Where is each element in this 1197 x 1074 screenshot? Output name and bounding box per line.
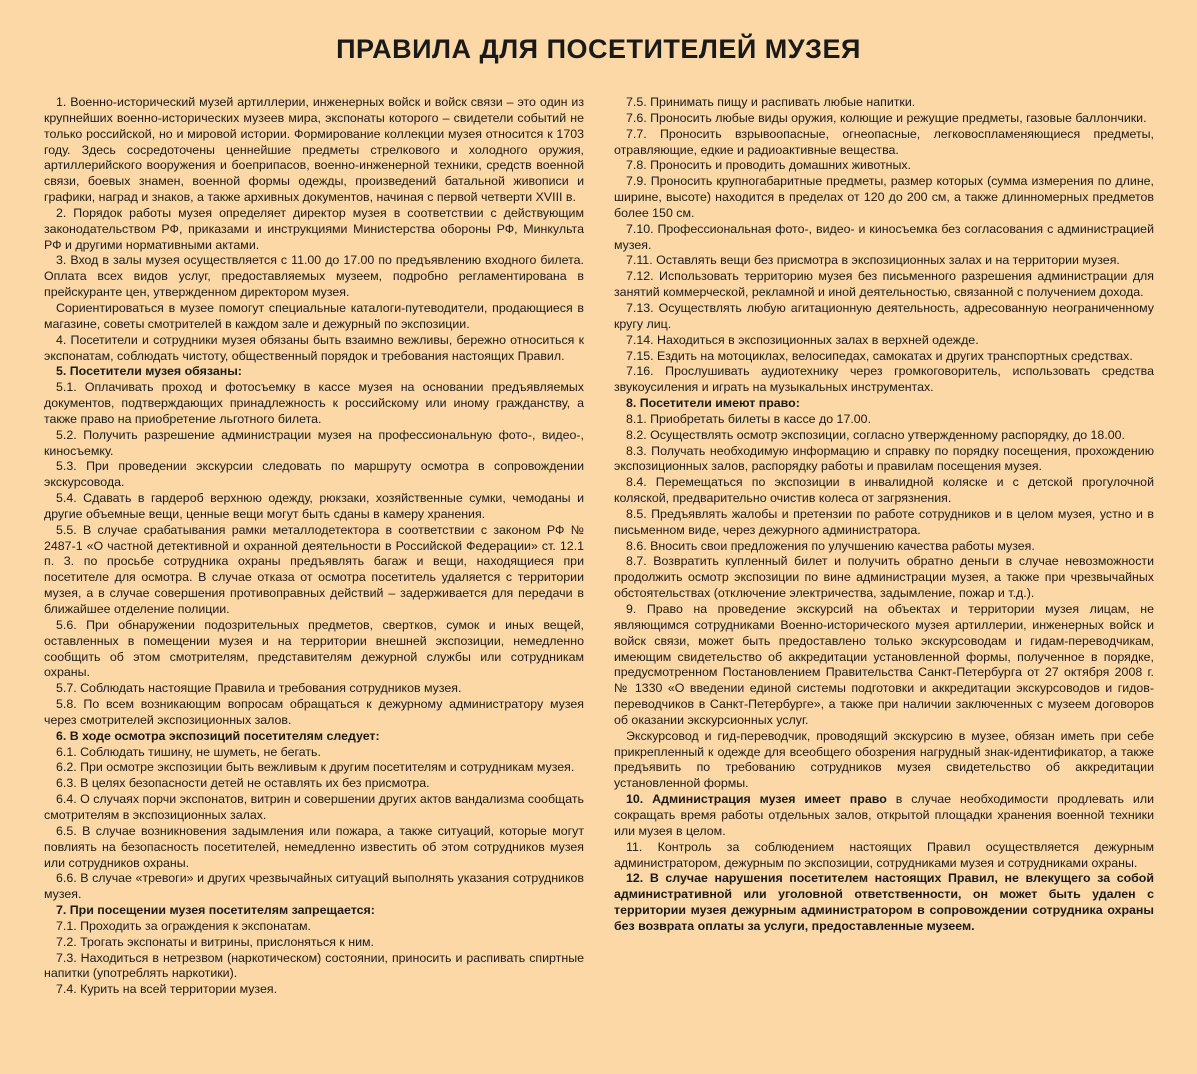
rule-paragraph [44, 523, 584, 618]
rule-text: 8.6. Вносить свои предложения по улучшению качества работы музея. [626, 538, 1035, 553]
left-column [44, 95, 584, 998]
rule-lead: 10. Администрация музея имеет право [626, 792, 887, 807]
rule-text: 8.1. Приобретать билеты в кассе до 17.00. [626, 411, 872, 426]
rule-text: 6.2. При осмотре экспозиции быть вежливым к другим посетителям и сотрудникам музея. [56, 760, 575, 775]
rule-paragraph [44, 206, 584, 254]
rule-text: 4. Посетители и сотрудники музея обязаны быть взаимно вежливы, бережно относиться к экспонатам, соблюдать чистоту, общественный порядок и требования настоящих Правил. [44, 332, 584, 363]
rule-paragraph [44, 871, 584, 903]
rule-paragraph [44, 745, 584, 761]
rule-paragraph [614, 428, 1154, 444]
rule-paragraph [44, 681, 584, 697]
rule-paragraph [614, 554, 1154, 602]
rule-paragraph [44, 95, 584, 206]
rule-paragraph [44, 618, 584, 681]
rule-text: 7.7. Проносить взрывоопасные, огнеопасные, легковоспламеняющиеся предметы, отравляющие, едкие и радиоактивные вещества. [614, 126, 1154, 157]
rule-text: 11. Контроль за соблюдением настоящих Правил осуществляется дежурным администратором, дежурным по экспозиции, сотрудниками музея и сотрудниками охраны. [614, 839, 1154, 870]
rule-text: 7. При посещении музея посетителям запрещается: [56, 903, 375, 918]
rule-paragraph [614, 840, 1154, 872]
rule-text: 8.4. Перемещаться по экспозиции в инвалидной коляске и с детской прогулочной коляской, предварительно очистив колеса от загрязнения. [614, 475, 1154, 506]
section-heading [614, 396, 1154, 412]
rule-text: 6.1. Соблюдать тишину, не шуметь, не бегать. [56, 744, 321, 759]
rule-paragraph [44, 428, 584, 460]
rule-paragraph [44, 697, 584, 729]
rule-paragraph [44, 935, 584, 951]
rule-paragraph [614, 127, 1154, 159]
rule-text: 5.3. При проведении экскурсии следовать по маршруту осмотра в сопровождении экскурсовода. [44, 459, 584, 490]
rule-text: 3. Вход в залы музея осуществляется с 11.00 до 17.00 по предъявлению входного билета. Оплата всех видов услуг, предоставляемых музеем, подробно регламентирована в прейскуранте цен, утвержденном директором музея. [44, 253, 584, 300]
rule-paragraph [614, 333, 1154, 349]
rule-text: 5.7. Соблюдать настоящие Правила и требования сотрудников музея. [56, 681, 462, 696]
rule-text: 7.14. Находиться в экспозиционных залах в верхней одежде. [626, 332, 979, 347]
rule-text: 6.4. О случаях порчи экспонатов, витрин и совершении других актов вандализма сообщать смотрителям в экспозиционных залах. [44, 792, 584, 822]
rule-paragraph [614, 602, 1154, 729]
rule-text: 5. Посетители музея обязаны: [56, 364, 242, 379]
rule-text: 8.2. Осуществлять осмотр экспозиции, согласно утвержденному распорядку, до 18.00. [626, 427, 1125, 442]
rule-text: 1. Военно-исторический музей артиллерии, инженерных войск и войск связи – это один из крупнейших военно-исторических музеев мира, экспонаты которого – свидетели событий не только российской, но и мировой истории. Формирование коллекции музея относится к 1703 году. Здесь сосредоточены ценнейшие предметы стрелкового и холодного оружия, артиллерийского вооружения и боеприпасов, военно-инженерной техники, средств военной связи, боевых знамен, военной формы одежды, произведений батальной живописи и графики, наград и знаков, а также архивных документов, начиная с первой четверти XVIII в. [44, 95, 584, 205]
rule-text: 7.16. Прослушивать аудиотехнику через громкоговоритель, использовать средства звукоусиления и играть на музыкальных инструментах. [614, 364, 1154, 395]
section-heading [44, 903, 584, 919]
rule-paragraph [614, 174, 1154, 222]
rule-paragraph [44, 776, 584, 792]
right-column [614, 95, 1154, 935]
rule-text: 5.6. При обнаружении подозрительных предметов, свертков, сумок и иных вещей, оставленных в помещении музея и на территории внешней экспозиции, немедленно сообщить об этом смотрителям, представителям дежурной службы или сотрудникам охраны. [44, 617, 584, 680]
rule-text: 6.3. В целях безопасности детей не оставлять их без присмотра. [56, 776, 430, 791]
rule-text: 5.8. По всем возникающим вопросам обращаться к дежурному администратору музея через смотрителей экспозиционных залов. [44, 697, 584, 727]
rule-text: 5.4. Сдавать в гардероб верхнюю одежду, рюкзаки, хозяйственные сумки, чемоданы и другие объемные вещи, ценные вещи могут быть сданы в камеру хранения. [44, 491, 584, 521]
rule-paragraph [614, 253, 1154, 269]
rule-paragraph [44, 253, 584, 301]
rule-paragraph [44, 951, 584, 983]
rule-paragraph [44, 824, 584, 872]
rule-text: 7.12. Использовать территорию музея без письменного разрешения администрации для занятий коммерческой, рекламной и иной деятельностью, связанной с получением дохода. [614, 269, 1154, 300]
rule-text: 7.10. Профессиональная фото-, видео- и киносъемка без согласования с администрацией музея. [614, 221, 1154, 252]
rule-paragraph [614, 507, 1154, 539]
section-heading [44, 729, 584, 745]
rule-text: 7.2. Трогать экспонаты и витрины, прислоняться к ним. [56, 934, 374, 949]
rule-text: 5.5. В случае срабатывания рамки металлодетектора в соответствии с законом РФ № 2487-1 «О частной детективной и охранной деятельности в Российской Федерации» ст. 12.1 п. 3. по просьбе сотрудника охраны предъявлять багаж и вещи, находящиеся при посетителе для осмотра. В случае отказа от осмотра посетитель удаляется с территории музея, а в случае совершения противоправных действий – задерживается для передачи в ближайшее отделение полиции. [44, 522, 584, 616]
rule-paragraph [614, 412, 1154, 428]
rule-paragraph [614, 475, 1154, 507]
rule-text: 6.6. В случае «тревоги» и других чрезвычайных ситуаций выполнять указания сотрудников музея. [44, 871, 584, 902]
rule-text: 12. В случае нарушения посетителем настоящих Правил, не влекущего за собой административной или уголовной ответственности, он может быть удален с территории музея дежурным администратором в сопровождении сотрудника охраны без возврата оплаты за услуги, предоставленные музеем. [614, 871, 1154, 933]
rule-text: 8.5. Предъявлять жалобы и претензии по работе сотрудников и в целом музея, устно и в письменном виде, через дежурного администратора. [614, 506, 1154, 537]
rule-text: 8.7. Возвратить купленный билет и получить обратно деньги в случае невозможности продолжить осмотр экспозиции по вине администрации музея, а также при чрезвычайных обстоятельствах (отключение электричества, задымление, пожар и т.д.). [614, 554, 1154, 601]
rule-text: 5.2. Получить разрешение администрации музея на профессиональную фото-, видео-, киносъемку. [44, 427, 584, 458]
rule-paragraph [44, 333, 584, 365]
rule-text: 9. Право на проведение экскурсий на объектах и территории музея лицам, не являющимся сотрудниками Военно-исторического музея артиллерии, инженерных войск и войск связи, может быть предоставлено только экскурсоводам и гидам-переводчикам, имеющим свидетельство об аккредитации установленной формы, полученное в порядке, предусмотренном Постановлением Правительства Санкт-Петербурга от 27 октября 2008 г. № 1330 «О введении единой системы подготовки и аккредитации экскурсоводов и гидов-переводчиков в Санкт-Петербурге», а также при наличии заключенных с музеем договоров об оказании экскурсионных услуг. [614, 602, 1154, 727]
rule-text: 7.1. Проходить за ограждения к экспонатам. [56, 918, 311, 933]
rule-text: 7.11. Оставлять вещи без присмотра в экспозиционных залах и на территории музея. [626, 253, 1120, 268]
rule-text: 6. В ходе осмотра экспозиций посетителям следует: [56, 728, 380, 743]
rule-paragraph [44, 491, 584, 523]
rule-paragraph [44, 301, 584, 333]
rule-paragraph [614, 301, 1154, 333]
rule-paragraph [614, 269, 1154, 301]
rule-paragraph [614, 222, 1154, 254]
rule-text: 7.5. Принимать пищу и распивать любые напитки. [626, 95, 916, 109]
rule-paragraph [614, 792, 1154, 840]
rule-text: 7.6. Проносить любые виды оружия, колющие и режущие предметы, газовые баллончики. [626, 110, 1147, 125]
rule-paragraph [614, 539, 1154, 555]
rule-text: 5.1. Оплачивать проход и фотосъемку в кассе музея на основании предъявляемых документов, подтверждающих принадлежность к российскому или иному гражданству, а также право на приобретение льготного билета. [44, 380, 584, 426]
rule-text: 8.3. Получать необходимую информацию и справку по порядку посещения, прохождению экспозиционных залов, распорядку работы и правилам посещения музея. [614, 443, 1154, 474]
rule-paragraph [44, 919, 584, 935]
rule-text: в случае необходимости продлевать или сокращать время работы отдельных залов, открытой площадки хранения военной техники или музея в целом. [614, 792, 1155, 838]
rule-text: 7.3. Находиться в нетрезвом (наркотическом) состоянии, приносить и распивать спиртные напитки (употреблять наркотики). [44, 950, 584, 981]
rule-paragraph [614, 349, 1154, 365]
rule-text: 7.15. Ездить на мотоциклах, велосипедах, самокатах и других транспортных средствах. [626, 348, 1133, 363]
rule-text: 2. Порядок работы музея определяет директор музея в соответствии с действующим законодательством РФ, приказами и инструкциями Министерства обороны РФ, Минкульта РФ и другими нормативными актами. [44, 205, 584, 252]
rule-text: 7.4. Курить на всей территории музея. [56, 982, 278, 997]
rule-text: Сориентироваться в музее помогут специальные каталоги-путеводители, продающиеся в магазине, советы смотрителей в каждом зале и дежурный по экспозиции. [44, 300, 584, 331]
rule-paragraph [614, 364, 1154, 396]
rule-paragraph [44, 982, 584, 998]
page-title: ПРАВИЛА ДЛЯ ПОСЕТИТЕЛЕЙ МУЗЕЯ [336, 34, 861, 64]
rule-text: 7.9. Проносить крупногабаритные предметы, размер которых (сумма измерения по длине, ширине, высоте) находится в пределах от 120 до 200 см, а также длинномерных предметов более 150 см. [614, 174, 1154, 220]
rule-paragraph [44, 760, 584, 776]
rule-text: 7.8. Проносить и проводить домашних животных. [626, 158, 912, 173]
rule-paragraph [44, 380, 584, 428]
rule-paragraph [614, 158, 1154, 174]
rule-paragraph [614, 95, 1154, 111]
rule-paragraph [44, 792, 584, 824]
rule-text: 6.5. В случае возникновения задымления или пожара, а также ситуаций, которые могут повлиять на безопасность посетителей, немедленно известить об этом сотрудников музея или сотрудников охраны. [44, 823, 584, 870]
rule-text: Экскурсовод и гид-переводчик, проводящий экскурсию в музее, обязан иметь при себе прикрепленный к одежде для всеобщего обозрения нагрудный знак-идентификатор, а также предъявить по требованию сотрудников музея свидетельство об аккредитации установленной формы. [614, 728, 1154, 791]
rule-paragraph [614, 729, 1154, 792]
rule-text: 8. Посетители имеют право: [626, 396, 800, 411]
rule-paragraph [614, 444, 1154, 476]
rule-paragraph [44, 459, 584, 491]
rule-text: 7.13. Осуществлять любую агитационную деятельность, адресованную неограниченному кругу лиц. [614, 300, 1154, 331]
section-heading [44, 364, 584, 380]
rule-paragraph [614, 111, 1154, 127]
section-heading [614, 871, 1154, 934]
